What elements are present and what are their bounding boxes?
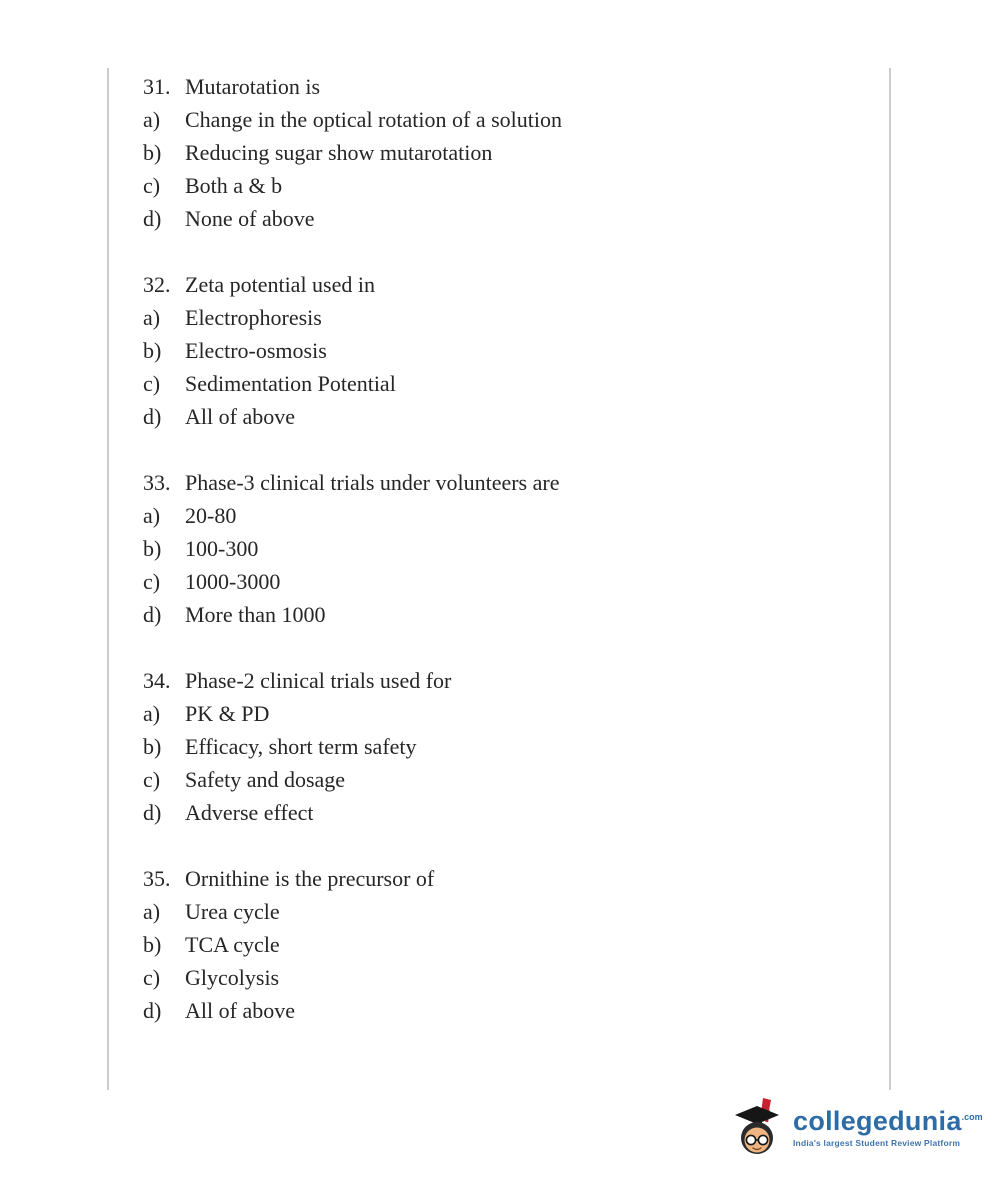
option-line (143, 334, 873, 367)
question-text: Mutarotation is (185, 74, 321, 99)
option-text: Glycolysis (185, 965, 280, 990)
option-line (143, 565, 873, 598)
brand-tagline: India's largest Student Review Platform (793, 1138, 961, 1148)
question-block (143, 70, 873, 235)
brand-watermark (733, 1096, 983, 1158)
option-text: Reducing sugar show mutarotation (185, 140, 493, 165)
option-text: Adverse effect (185, 800, 314, 825)
question-number: 34. (143, 668, 171, 693)
option-text: Safety and dosage (185, 767, 346, 792)
question-number: 33. (143, 470, 171, 495)
question-block (143, 862, 873, 1027)
question-text: Zeta potential used in (185, 272, 375, 297)
option-letter: a) (143, 503, 161, 528)
option-text: Sedimentation Potential (185, 371, 396, 396)
option-line (143, 202, 873, 235)
question-line (143, 862, 873, 895)
option-letter: a) (143, 701, 161, 726)
option-line (143, 697, 873, 730)
page-border-right (889, 68, 891, 1090)
brand-name: collegedunia (793, 1106, 962, 1136)
option-text: 20-80 (185, 503, 237, 528)
option-letter: c) (143, 965, 161, 990)
option-line (143, 499, 873, 532)
question-text: Phase-3 clinical trials under volunteers are (185, 470, 560, 495)
option-letter: b) (143, 734, 162, 759)
option-letter: d) (143, 404, 162, 429)
option-letter: a) (143, 899, 161, 924)
option-letter: d) (143, 800, 162, 825)
question-number: 35. (143, 866, 171, 891)
question-block (143, 664, 873, 829)
option-line (143, 169, 873, 202)
option-line (143, 367, 873, 400)
option-text: PK & PD (185, 701, 270, 726)
option-text: None of above (185, 206, 315, 231)
option-letter: d) (143, 602, 162, 627)
question-number: 32. (143, 272, 171, 297)
option-letter: d) (143, 206, 162, 231)
question-block (143, 268, 873, 433)
question-line (143, 70, 873, 103)
brand-text-block (793, 1106, 983, 1148)
question-text: Phase-2 clinical trials used for (185, 668, 452, 693)
option-line (143, 532, 873, 565)
question-number: 31. (143, 74, 171, 99)
option-text: TCA cycle (185, 932, 280, 957)
brand-line (793, 1106, 983, 1137)
option-line (143, 994, 873, 1027)
option-letter: d) (143, 998, 162, 1023)
option-letter: a) (143, 107, 161, 132)
option-letter: c) (143, 371, 161, 396)
option-letter: b) (143, 338, 162, 363)
option-line (143, 763, 873, 796)
option-line (143, 895, 873, 928)
option-letter: b) (143, 536, 162, 561)
option-text: Urea cycle (185, 899, 280, 924)
question-line (143, 664, 873, 697)
option-letter: b) (143, 932, 162, 957)
option-text: Change in the optical rotation of a solution (185, 107, 562, 132)
option-line (143, 136, 873, 169)
option-line (143, 730, 873, 763)
option-line (143, 103, 873, 136)
brand-suffix: .com (961, 1112, 983, 1122)
option-text: All of above (185, 998, 295, 1023)
option-text: All of above (185, 404, 295, 429)
option-letter: a) (143, 305, 161, 330)
question-line (143, 466, 873, 499)
question-line (143, 268, 873, 301)
option-line (143, 598, 873, 631)
option-text: Efficacy, short term safety (185, 734, 417, 759)
option-line (143, 928, 873, 961)
option-line (143, 301, 873, 334)
option-line (143, 796, 873, 829)
option-text: Both a & b (185, 173, 283, 198)
page-border-left (107, 68, 109, 1090)
option-text: 100-300 (185, 536, 259, 561)
option-letter: b) (143, 140, 162, 165)
option-letter: c) (143, 173, 161, 198)
question-list (143, 70, 873, 1060)
question-text: Ornithine is the precursor of (185, 866, 435, 891)
option-letter: c) (143, 569, 161, 594)
question-block (143, 466, 873, 631)
option-text: Electro-osmosis (185, 338, 327, 363)
option-text: Electrophoresis (185, 305, 322, 330)
option-letter: c) (143, 767, 161, 792)
option-text: More than 1000 (185, 602, 326, 627)
option-line (143, 961, 873, 994)
graduate-mascot-icon (733, 1096, 787, 1158)
option-text: 1000-3000 (185, 569, 281, 594)
option-line (143, 400, 873, 433)
